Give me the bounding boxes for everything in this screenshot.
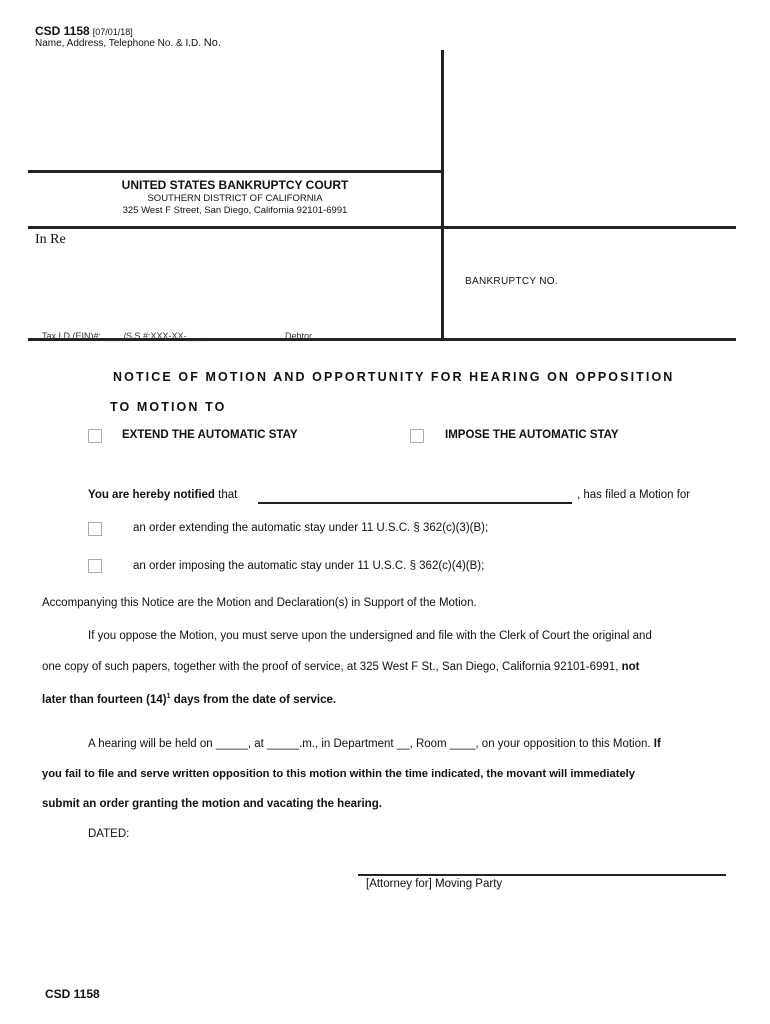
hearing-line1 (88, 738, 661, 750)
notified-lead (88, 489, 237, 501)
notified-that: that (218, 489, 238, 501)
movant-name-field[interactable] (258, 502, 572, 504)
notified-tail: , has filed a Motion for (577, 489, 691, 501)
order-extend-text: an order extending the automatic stay under 11 U.S.C. § 362(c)(3)(B); (133, 522, 489, 534)
hearing-line1-bold: If (653, 738, 661, 750)
order-extend-checkbox[interactable] (88, 522, 102, 536)
footnote-marker: 1 (166, 693, 171, 700)
signature-caption: [Attorney for] Moving Party (366, 878, 503, 890)
form-revision: [07/01/18] (92, 27, 133, 37)
notice-title-line2: TO MOTION TO (110, 400, 227, 414)
oppose-line3-b: days from the date of service. (173, 693, 337, 706)
court-top-rule (28, 170, 442, 173)
signature-line[interactable] (358, 874, 726, 876)
hearing-line2: you fail to file and serve written opposition to this motion within the time indicated, the movant will immediately (42, 768, 635, 780)
extend-stay-label: EXTEND THE AUTOMATIC STAY (122, 429, 298, 441)
name-address-label (35, 37, 221, 49)
hearing-line3: submit an order granting the motion and vacating the hearing. (42, 798, 382, 810)
impose-stay-checkbox[interactable] (410, 429, 424, 443)
name-address-no: No. (203, 37, 221, 49)
in-re-label: In Re (35, 232, 66, 247)
bankruptcy-no-label: BANKRUPTCY NO. (465, 276, 558, 287)
footer-form-id: CSD 1158 (45, 987, 100, 1001)
order-impose-checkbox[interactable] (88, 559, 102, 573)
dated-label: DATED: (88, 828, 130, 840)
order-impose-text: an order imposing the automatic stay under 11 U.S.C. § 362(c)(4)(B); (133, 560, 485, 572)
oppose-line1: If you oppose the Motion, you must serve upon the undersigned and file with the Clerk of Court the original and (88, 630, 652, 642)
court-address: 325 West F Street, San Diego, California 92101-6991 (122, 205, 348, 216)
tax-id-label: Tax I.D.(EIN)#: ____/S.S.#:XXX-XX-____ (42, 331, 207, 341)
form-number: CSD 1158 (35, 24, 90, 38)
notified-bold: You are hereby notified (88, 489, 215, 501)
court-district: SOUTHERN DISTRICT OF CALIFORNIA (147, 193, 323, 204)
form-id (35, 24, 133, 38)
accompanying-text: Accompanying this Notice are the Motion and Declaration(s) in Support of the Motion. (42, 597, 477, 609)
court-title: UNITED STATES BANKRUPTCY COURT (121, 178, 349, 192)
debtor-label: Debtor. (285, 331, 315, 341)
name-address-text: Name, Address, Telephone No. & I.D. (35, 38, 202, 49)
caption-middle-rule (28, 226, 736, 229)
oppose-line2-bold: not (621, 661, 640, 673)
hearing-line1-plain: A hearing will be held on _____, at _____.m., in Department __, Room ____, on your opposition to this Motion. (88, 738, 651, 750)
oppose-line3-a: later than fourteen (14) (42, 693, 167, 706)
extend-stay-checkbox[interactable] (88, 429, 102, 443)
oppose-line2 (42, 661, 728, 673)
oppose-line2-plain: one copy of such papers, together with the proof of service, at 325 West F St., San Diego, California 92101-6991, (42, 661, 619, 673)
notice-title-line1: NOTICE OF MOTION AND OPPORTUNITY FOR HEARING ON OPPOSITION (113, 370, 675, 384)
oppose-line3 (42, 693, 336, 706)
impose-stay-label: IMPOSE THE AUTOMATIC STAY (445, 429, 619, 441)
